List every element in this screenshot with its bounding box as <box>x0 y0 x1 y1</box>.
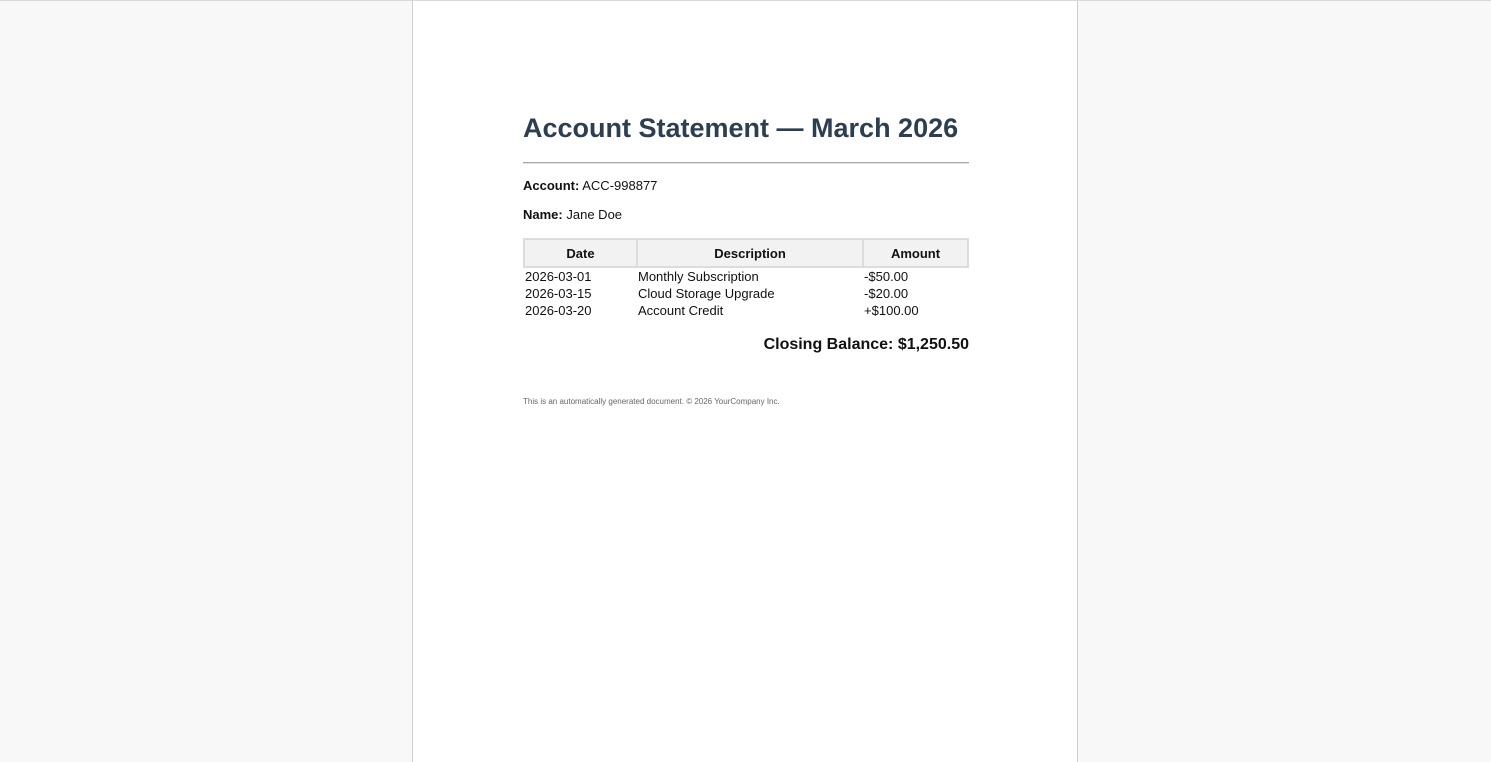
table-header-row <box>524 239 968 267</box>
page-title: Account Statement — March 2026 <box>523 113 959 143</box>
name-line <box>523 207 622 223</box>
column-header-description: Description <box>637 239 863 267</box>
table-row <box>524 302 968 319</box>
cell-description: Cloud Storage Upgrade <box>638 286 775 301</box>
footer-note: This is an automatically generated document. © 2026 YourCompany Inc. <box>523 397 780 406</box>
cell-description: Account Credit <box>638 303 724 318</box>
column-header-amount: Amount <box>863 239 968 267</box>
cell-amount: -$50.00 <box>864 269 909 284</box>
column-header-date: Date <box>524 239 637 267</box>
transactions-table <box>523 238 969 319</box>
account-value: ACC-998877 <box>582 178 658 193</box>
account-label: Account: <box>523 178 580 193</box>
cell-date: 2026-03-15 <box>525 286 592 301</box>
cell-amount: -$20.00 <box>864 286 909 301</box>
cell-amount: +$100.00 <box>864 303 919 318</box>
closing-balance: Closing Balance: $1,250.50 <box>763 336 969 353</box>
cell-date: 2026-03-20 <box>525 303 592 318</box>
name-label: Name: <box>523 207 563 222</box>
account-line <box>523 178 657 194</box>
title-divider <box>523 162 969 164</box>
table-row <box>524 285 968 302</box>
cell-description: Monthly Subscription <box>638 269 759 284</box>
cell-date: 2026-03-01 <box>525 269 592 284</box>
document-page <box>412 1 1078 762</box>
table-row <box>524 267 968 285</box>
name-value: Jane Doe <box>566 207 623 222</box>
